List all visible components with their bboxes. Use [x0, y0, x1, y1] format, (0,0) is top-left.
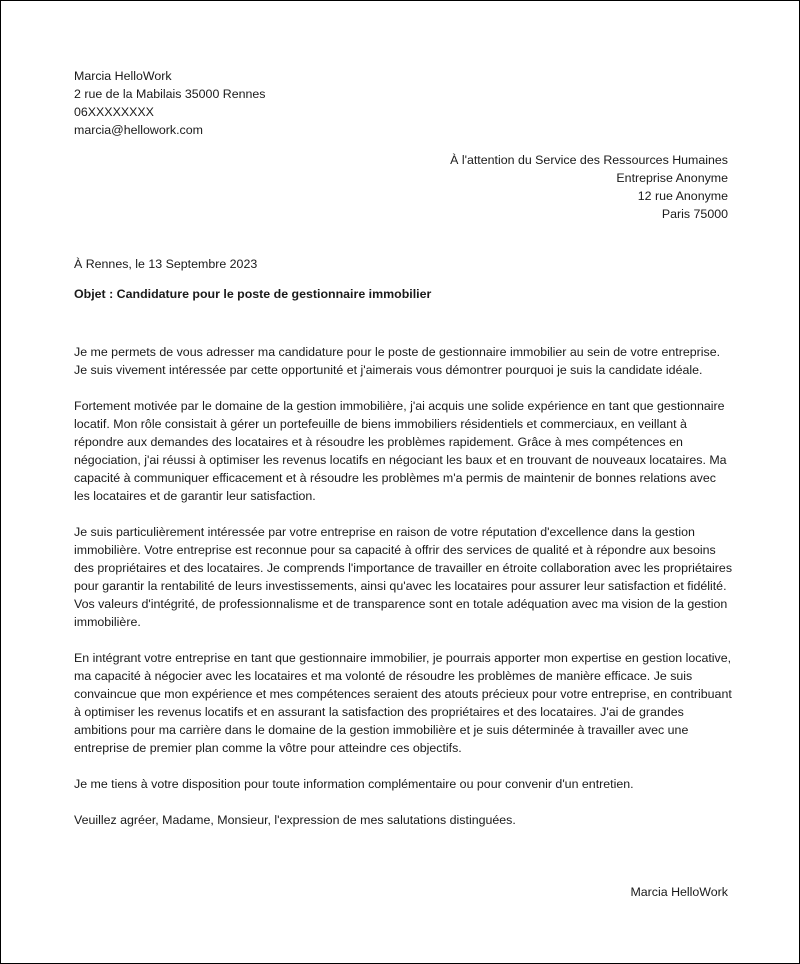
sender-name: Marcia HelloWork [74, 69, 172, 83]
letter-signature: Marcia HelloWork [630, 885, 728, 899]
body-paragraph: Je suis particulièrement intéressée par votre entreprise en raison de votre réputation d'excellence dans la gestion immobilière. Votre entreprise est reconnue pour sa capacité à offrir des services de qualité et à répondre aux besoins des propriétaires et des locataires. Je comprends l'importance de travailler en étroite collaboration avec les propriétaires pour garantir la rentabilité de leurs investissements, ainsi qu'avec les locataires pour assurer leur satisfaction et fidélité. Vos valeurs d'intégrité, de professionnalisme et de transparence sont en totale adéquation avec ma vision de la gestion immobilière. [74, 525, 733, 629]
recipient-city: Paris 75000 [661, 207, 728, 221]
sender-block [74, 67, 266, 139]
sender-email: marcia@hellowork.com [74, 123, 203, 137]
body-paragraph: En intégrant votre entreprise en tant que gestionnaire immobilier, je pourrais apporter mon expertise en gestion locative, ma capacité à négocier avec les locataires et ma volonté de résoudre les problèmes de manière efficace. Je suis convaincue que mon expérience et mes compétences seraient des atouts précieux pour votre entreprise, en contribuant à optimiser les revenus locatifs et en assurant la satisfaction des propriétaires et des locataires. J'ai de grandes ambitions pour ma carrière dans le domaine de la gestion immobilière et je suis déterminée à travailler avec une entreprise de premier plan comme la vôtre pour atteindre ces objectifs. [74, 651, 732, 755]
recipient-company: Entreprise Anonyme [616, 171, 728, 185]
body-paragraph: Je me tiens à votre disposition pour toute information complémentaire ou pour convenir d'un entretien. [74, 777, 634, 791]
letter-subject: Objet : Candidature pour le poste de gestionnaire immobilier [74, 287, 432, 301]
body-paragraph: Je me permets de vous adresser ma candidature pour le poste de gestionnaire immobilier au sein de votre entreprise. Je suis vivement intéressée par cette opportunité et j'aimerais vous démontrer pourquoi je suis la candidate idéale. [74, 345, 721, 377]
body-paragraph: Veuillez agréer, Madame, Monsieur, l'expression de mes salutations distinguées. [74, 813, 516, 827]
letter-body [74, 343, 734, 847]
body-paragraph: Fortement motivée par le domaine de la gestion immobilière, j'ai acquis une solide expérience en tant que gestionnaire locatif. Mon rôle consistait à gérer un portefeuille de biens immobiliers résidentiels et commerciaux, en veillant à répondre aux demandes des locataires et à résoudre les problèmes rapidement. Grâce à mes compétences en négociation, j'ai réussi à optimiser les revenus locatifs en négociant les baux et en trouvant de nouveaux locataires. Ma capacité à communiquer efficacement et à résoudre les problèmes m'a permis de maintenir de bonnes relations avec les locataires et de garantir leur satisfaction. [74, 399, 727, 503]
recipient-street: 12 rue Anonyme [637, 189, 728, 203]
recipient-attention: À l'attention du Service des Ressources Humaines [450, 153, 728, 167]
sender-address: 2 rue de la Mabilais 35000 Rennes [74, 87, 266, 101]
sender-phone: 06XXXXXXXX [74, 105, 154, 119]
letter-date: À Rennes, le 13 Septembre 2023 [74, 257, 258, 271]
recipient-block [450, 151, 728, 223]
